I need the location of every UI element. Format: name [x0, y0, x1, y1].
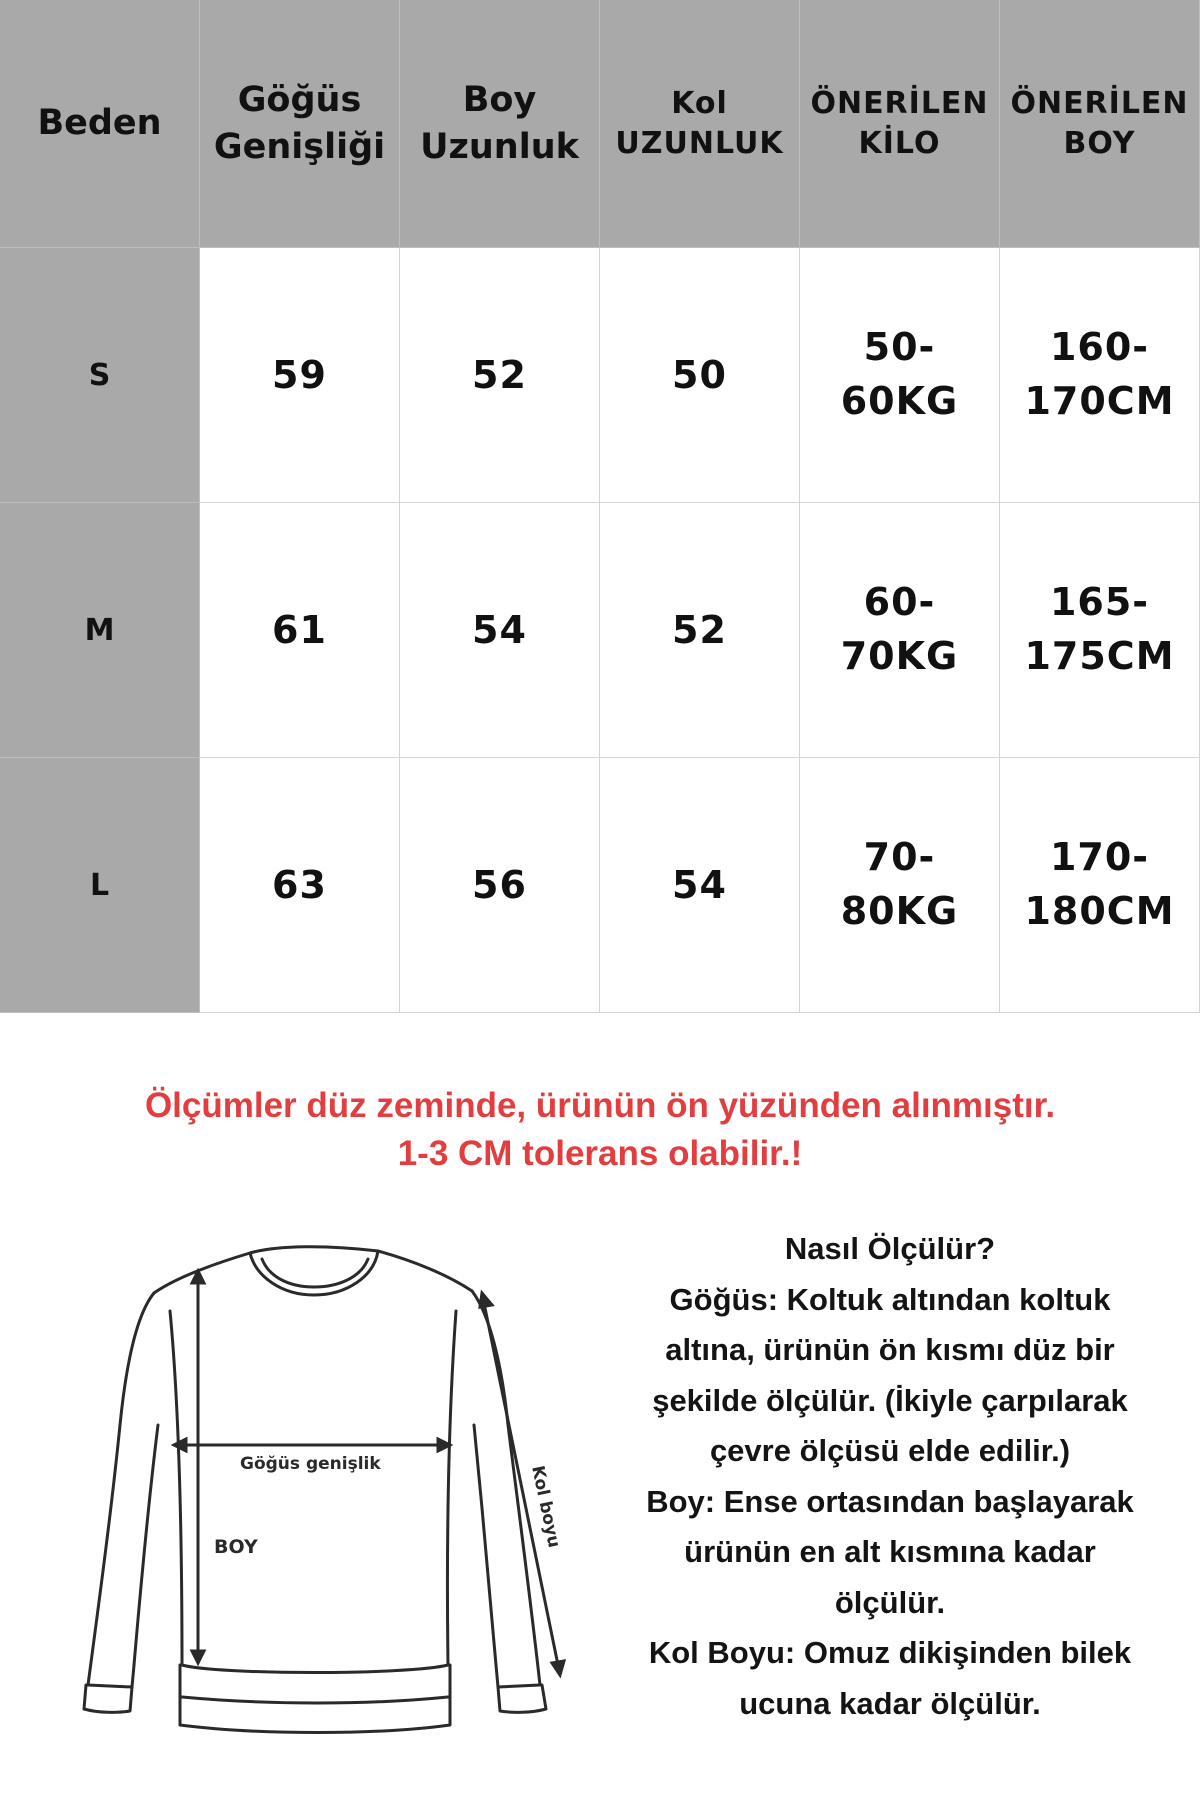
- how-to-measure: [600, 1224, 1180, 1729]
- header-sleeve: [600, 0, 800, 248]
- table-row-size: M: [0, 503, 200, 758]
- measurement-notice: [0, 1082, 1200, 1178]
- header-weight: [800, 0, 1000, 248]
- sleeve-value: 52: [600, 503, 800, 758]
- chest-label: Göğüs genişlik: [240, 1454, 381, 1474]
- header-height: [1000, 0, 1200, 248]
- weight-value: [800, 758, 1000, 1013]
- length-label: BOY: [214, 1536, 258, 1558]
- howto-line: şekilde ölçülür. (İkiyle çarpılarak: [652, 1382, 1128, 1418]
- chest-value: 63: [200, 758, 400, 1013]
- table-row-size: L: [0, 758, 200, 1013]
- header-length-text: Boy Uzunluk: [420, 80, 579, 167]
- weight-value: [800, 503, 1000, 758]
- chest-value: 59: [200, 248, 400, 503]
- header-size-text: Beden: [37, 103, 162, 144]
- length-value: 54: [400, 503, 600, 758]
- howto-line: Boy: Ense ortasından başlayarak: [646, 1483, 1134, 1519]
- header-weight-text: ÖNERİLEN KİLO: [810, 85, 989, 161]
- weight-value-text: 50- 60KG: [840, 325, 959, 423]
- table-row-size: S: [0, 248, 200, 503]
- length-value: 56: [400, 758, 600, 1013]
- header-height-text: ÖNERİLEN BOY: [1010, 85, 1189, 161]
- notice-line-1: Ölçümler düz zeminde, ürünün ön yüzünden alınmıştır.: [144, 1086, 1056, 1125]
- howto-line: Göğüs: Koltuk altından koltuk: [669, 1281, 1111, 1317]
- sweater-diagram: [78, 1235, 598, 1735]
- height-value: [1000, 503, 1200, 758]
- howto-line: ölçülür.: [834, 1584, 946, 1620]
- notice-line-2: 1-3 CM tolerans olabilir.!: [397, 1134, 803, 1173]
- length-value: 52: [400, 248, 600, 503]
- height-value-text: 160- 170CM: [1024, 325, 1175, 423]
- height-value: [1000, 758, 1200, 1013]
- height-value-text: 165- 175CM: [1024, 580, 1175, 678]
- height-value: [1000, 248, 1200, 503]
- sleeve-value: 54: [600, 758, 800, 1013]
- header-length: [400, 0, 600, 248]
- weight-value: [800, 248, 1000, 503]
- howto-line: Nasıl Ölçülür?: [784, 1231, 996, 1266]
- howto-line: ürünün en alt kısmına kadar: [684, 1534, 1096, 1569]
- sleeve-label: Kol boyu: [527, 1463, 565, 1550]
- header-chest-text: Göğüs Genişliği: [213, 80, 386, 167]
- height-value-text: 170- 180CM: [1024, 835, 1175, 933]
- sleeve-value: 50: [600, 248, 800, 503]
- howto-line: altına, ürünün ön kısmı düz bir: [665, 1332, 1115, 1367]
- header-size: [0, 0, 200, 248]
- weight-value-text: 70- 80KG: [840, 835, 959, 933]
- weight-value-text: 60- 70KG: [840, 580, 959, 678]
- howto-line: Kol Boyu: Omuz dikişinden bilek: [648, 1635, 1132, 1670]
- header-sleeve-text: Kol UZUNLUK: [615, 85, 784, 161]
- sweater-outline-icon: [84, 1247, 546, 1733]
- chest-value: 61: [200, 503, 400, 758]
- header-chest: [200, 0, 400, 248]
- howto-line: ucuna kadar ölçülür.: [739, 1685, 1041, 1721]
- howto-line: çevre ölçüsü elde edilir.): [709, 1433, 1071, 1468]
